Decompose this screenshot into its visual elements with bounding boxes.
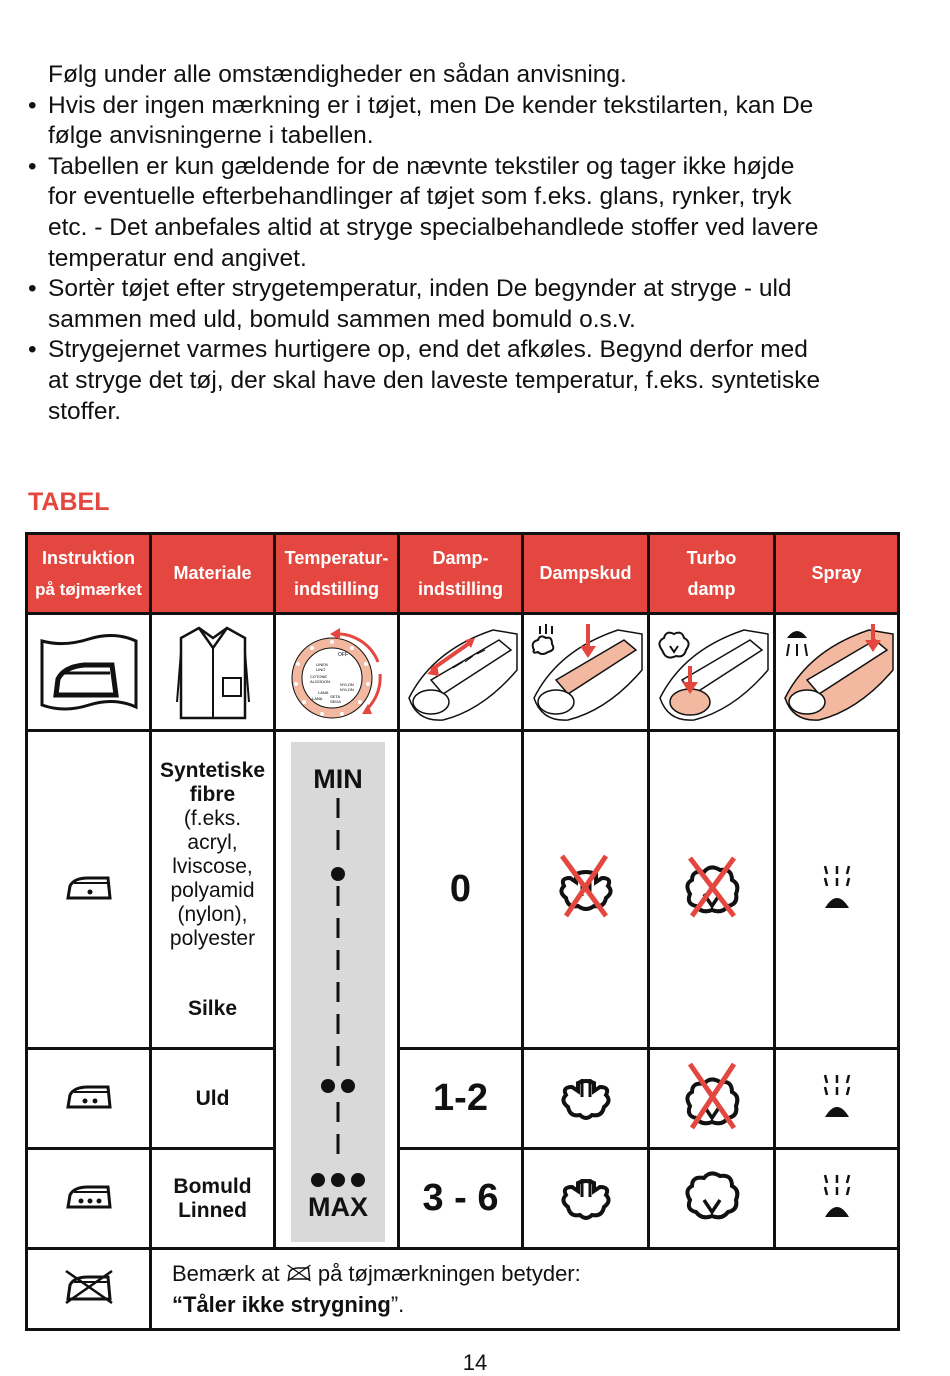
- steam-setting-icon-cell: [399, 614, 523, 731]
- intro-line-text: Tabellen er kun gældende for de nævnte tekstiler og tager ikke højde: [48, 152, 795, 180]
- header-material: Materiale: [151, 534, 275, 614]
- spray-icon-cell: [775, 614, 899, 731]
- intro-line: [28, 182, 918, 213]
- dial-cotone-label: COTONE: [309, 674, 327, 679]
- header-instruction: Instruktion på tøjmærket: [27, 534, 151, 614]
- intro-line-text: Sortèr tøjet efter strygetemperatur, inden De begynder at stryge - uld: [48, 275, 792, 303]
- intro-line-text: etc. - Det anbefales altid at stryge specialbehandlede stoffer ved lavere: [48, 213, 819, 241]
- care-label-icon-cell: [27, 614, 151, 731]
- intro-text: [28, 60, 918, 427]
- intro-line: [28, 121, 918, 152]
- intro-line: [28, 305, 918, 336]
- intro-line: [28, 335, 918, 366]
- material-synthetic-cell: [151, 731, 275, 1049]
- note-text-cell: [151, 1249, 899, 1330]
- no-ironing-cell: [27, 1249, 151, 1330]
- bullet-mark: •: [28, 152, 37, 180]
- material-line: polyamid: [170, 878, 255, 902]
- temperature-dial-cell: [275, 614, 399, 731]
- spray-cotton: [775, 1149, 899, 1249]
- material-cotton: Bomuld: [173, 1174, 252, 1198]
- table-row-wool: [27, 1049, 899, 1149]
- temperature-scale-marks: [291, 742, 385, 1242]
- iron-turbo-button-icon: [654, 620, 770, 724]
- dial-lana2-label: LANA: [311, 696, 322, 701]
- header-temperature: Temperatur- indstilling: [275, 534, 399, 614]
- note-post: på tøjmærkningen betyder:: [317, 1261, 581, 1286]
- intro-line: [28, 397, 918, 428]
- temperature-scale: [291, 742, 385, 1242]
- steam-setting-wool: 1-2: [399, 1049, 523, 1149]
- material-line: lviscose,: [172, 854, 253, 878]
- dial-nylon2-label: NYLON: [339, 687, 354, 692]
- spray-icon: [819, 1071, 855, 1121]
- material-line: acryl,: [187, 830, 238, 854]
- dial-lana-label: LANA: [317, 690, 328, 695]
- note-quote-close: ”.: [390, 1292, 405, 1317]
- iron-one-dot-cell: [27, 731, 151, 1049]
- table-row-note: [27, 1249, 899, 1330]
- steam-shot-wool: [523, 1049, 649, 1149]
- intro-line: [28, 60, 918, 91]
- note-quote-open: “: [172, 1292, 183, 1317]
- material-wool-cell: [151, 1049, 275, 1149]
- intro-line-text: Hvis der ingen mærkning er i tøjet, men De kender tekstilarten, kan De: [48, 91, 814, 119]
- steam-shot-icon: [558, 1071, 614, 1121]
- intro-line-text: temperatur end angivet.: [48, 244, 307, 272]
- turbo-wool: [649, 1049, 775, 1149]
- note-pre: Bemærk at: [172, 1261, 280, 1286]
- no-ironing-icon: [64, 1269, 114, 1305]
- table-row-synthetic: [27, 731, 899, 1049]
- dial-lino-label: LINO: [315, 667, 325, 672]
- intro-line: [28, 274, 918, 305]
- material-linen: Linned: [178, 1198, 247, 1222]
- material-line: (f.eks.: [183, 806, 242, 830]
- spray-icon: [819, 1171, 855, 1221]
- dial-seda-label: SEDA: [329, 699, 341, 704]
- bullet-mark: •: [28, 91, 37, 119]
- steam-shot-cotton: [523, 1149, 649, 1249]
- dial-linen-label: LINEN: [315, 662, 328, 667]
- turbo-not-allowed-icon: [682, 1060, 742, 1132]
- temp-max-label: MAX: [308, 1192, 368, 1222]
- shirt-icon: [173, 622, 253, 722]
- ironing-table: [25, 532, 900, 1331]
- turbo-cotton: [649, 1149, 775, 1249]
- material-line: polyester: [169, 926, 256, 950]
- iron-two-dots-cell: [27, 1049, 151, 1149]
- spray-synthetic: [775, 731, 899, 1049]
- header-spray: Spray: [775, 534, 899, 614]
- steam-shot-not-allowed-icon: [556, 852, 616, 922]
- material-cotton-cell: [151, 1149, 275, 1249]
- iron-three-dots-cell: [27, 1149, 151, 1249]
- spray-icon: [819, 862, 855, 912]
- material-synthetic-title2: fibre: [189, 782, 236, 806]
- page-number: 14: [462, 1350, 488, 1375]
- intro-line-text: Strygejernet varmes hurtigere op, end det afkøles. Begynd derfor med: [48, 336, 808, 364]
- icon-row: [27, 614, 899, 731]
- header-row: [27, 534, 899, 614]
- intro-line-text: for eventuelle efterbehandlinger af tøjet som f.eks. glans, rynker, tryk: [48, 183, 792, 211]
- iron-steam-slider-icon: [403, 620, 519, 724]
- header-turbo: Turbo damp: [649, 534, 775, 614]
- turbo-not-allowed-icon: [682, 854, 742, 920]
- spray-wool: [775, 1049, 899, 1149]
- steam-shot-icon: [558, 1171, 614, 1221]
- steam-shot-synthetic: [523, 731, 649, 1049]
- material-line: (nylon),: [177, 902, 248, 926]
- intro-line-text: sammen med uld, bomuld sammen med bomuld o.s.v.: [48, 305, 636, 333]
- iron-spray-button-icon: [779, 620, 895, 724]
- iron-three-dots-icon: [64, 1181, 114, 1211]
- bullet-mark: •: [28, 275, 37, 303]
- dial-off-label: OFF: [337, 652, 348, 658]
- material-synthetic-title: Syntetiske: [159, 758, 266, 782]
- no-ironing-inline-icon: [286, 1264, 312, 1282]
- intro-line: [28, 152, 918, 183]
- iron-two-dots-icon: [64, 1081, 114, 1111]
- steam-setting-cotton: 3 - 6: [399, 1149, 523, 1249]
- dial-nylon-label: NYLON: [339, 682, 354, 687]
- intro-line: [28, 366, 918, 397]
- note-bold: Tåler ikke strygning: [183, 1292, 391, 1317]
- turbo-icon-cell: [649, 614, 775, 731]
- turbo-synthetic: [649, 731, 775, 1049]
- dial-algodon-label: ALGODON: [309, 679, 330, 684]
- intro-line: [28, 91, 918, 122]
- steam-setting-synthetic: 0: [399, 731, 523, 1049]
- bullet-mark: •: [28, 336, 37, 364]
- intro-line-text: Følg under alle omstændigheder en sådan anvisning.: [48, 61, 627, 88]
- iron-steam-shot-button-icon: [528, 620, 644, 724]
- intro-line-text: følge anvisningerne i tabellen.: [48, 122, 374, 150]
- intro-line: [28, 244, 918, 275]
- header-steam: Damp- indstilling: [399, 534, 523, 614]
- table-heading: TABEL: [28, 488, 110, 516]
- material-wool: Uld: [195, 1086, 230, 1110]
- dial-seta-label: SETA: [329, 694, 340, 699]
- steam-shot-icon-cell: [523, 614, 649, 731]
- temperature-dial-icon: [282, 622, 392, 722]
- intro-line-text: at stryge det tøj, der skal have den laveste temperatur, f.eks. syntetiske: [48, 366, 821, 394]
- shirt-icon-cell: [151, 614, 275, 731]
- temp-min-label: MIN: [313, 764, 363, 794]
- care-label-iron-icon: [34, 627, 144, 717]
- intro-line-text: stoffer.: [48, 397, 122, 425]
- material-silk: Silke: [187, 996, 238, 1020]
- table-row-cotton: [27, 1149, 899, 1249]
- iron-one-dot-icon: [64, 872, 114, 902]
- intro-line: [28, 213, 918, 244]
- turbo-steam-icon: [682, 1168, 742, 1224]
- header-steam-shot: Dampskud: [523, 534, 649, 614]
